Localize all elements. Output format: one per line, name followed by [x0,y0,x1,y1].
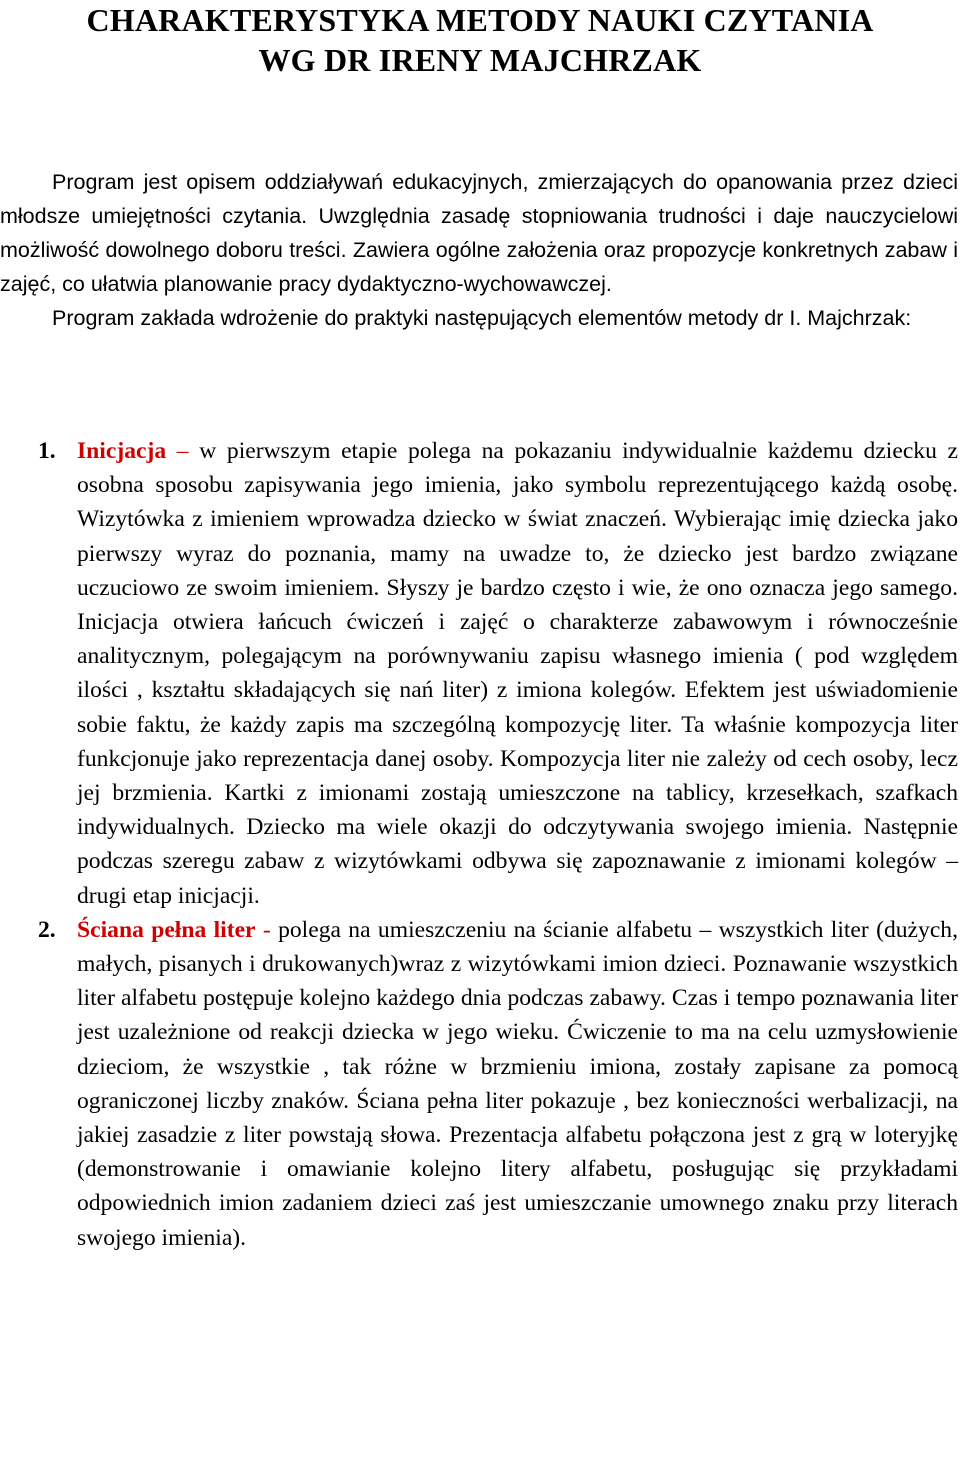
list-item-text: polega na umieszczeniu na ścianie alfabetu – wszystkich liter (dużych, małych, pisanych i drukowanych)wraz z wizytówkami imion dzieci. Poznawanie wszystkich liter alfabetu postępuje kolejno każdego dnia podczas zabawy. Czas i tempo poznawania liter jest uzależnione od reakcji dziecka w jego wieku. Ćwiczenie to ma na celu uzmysłowienie dzieciom, że wszystkie , tak różne w brzmieniu imiona, zostały zapisane za pomocą ograniczonej liczby znaków. Ściana pełna liter pokazuje , bez konieczności werbalizacji, na jakiej zasadzie z liter powstają słowa. Prezentacja alfabetu połączona jest z grą w loteryjkę (demonstrowanie i omawianie kolejno litery alfabetu, posługując się przykładami odpowiednich imion zadaniem dzieci zaś jest umieszczanie umownego znaku przy literach swojego imienia). [77,916,958,1251]
list-item-sciana-pelna-liter [0,913,958,1255]
list-item-text: w pierwszym etapie polega na pokazaniu indywidualnie każdemu dziecku z osobna sposobu zapisywania jego imienia, jako symbolu reprezentującego każdą osobę. Wizytówka z imieniem wprowadza dziecko w świat znaczeń. Wybierając imię dziecka jako pierwszy wyraz do poznania, mamy na uwadze to, że dziecko jest bardzo związane uczuciowo ze swoim imieniem. Słyszy je bardzo często i wie, że ono oznacza jego samego. Inicjacja otwiera łańcuch ćwiczeń i zajęć o charakterze zabawowym i równocześnie analitycznym, polegającym na porównywaniu zapisu własnego imienia ( pod względem ilości , kształtu składających się nań liter) z imiona kolegów. Efektem jest uświadomienie sobie faktu, że każdy zapis ma szczególną kompozycję liter. Ta właśnie kompozycja liter funkcjonuje jako reprezentacja danej osoby. Kompozycja liter nie zależy od cech osoby, lecz jej brzmienia. Kartki z imionami zostają umieszczone na tablicy, krzesełkach, szafkach indywidualnych. Dziecko ma wiele okazji do odczytywania swojego imienia. Następnie podczas szeregu zabaw z wizytówkami odbywa się zapoznawanie z imionami kolegów – drugi etap inicjacji. [77,438,959,909]
list-item-number: 1. [38,438,56,464]
list-item-separator: - [255,916,279,943]
title-line-1: CHARAKTERYSTYKA METODY NAUKI CZYTANIA [86,2,874,38]
intro-paragraph-1: Program jest opisem oddziaływań edukacyjnych, zmierzających do opanowania przez dzieci młodsze umiejętności czytania. Uwzględnia zasadę stopniowania trudności i daje nauczycielowi możliwość dowolnego doboru treści. Zawiera ogólne założenia oraz propozycje konkretnych zabaw i zajęć, co ułatwia planowanie pracy dydaktyczno-wychowawczej. [0,170,958,296]
list-item-term: Inicjacja [77,438,167,464]
method-elements-list [0,434,958,1255]
list-item-number: 2. [38,916,56,943]
list-item-term: Ściana pełna liter [77,916,256,943]
intro-section [0,165,958,335]
list-item-inicjacja [0,434,958,913]
document-title [0,0,960,80]
list-item-separator: – [166,438,200,464]
intro-paragraph-2: Program zakłada wdrożenie do praktyki następujących elementów metody dr I. Majchrzak: [52,306,912,330]
title-line-2: WG DR IRENY MAJCHRZAK [258,42,702,78]
